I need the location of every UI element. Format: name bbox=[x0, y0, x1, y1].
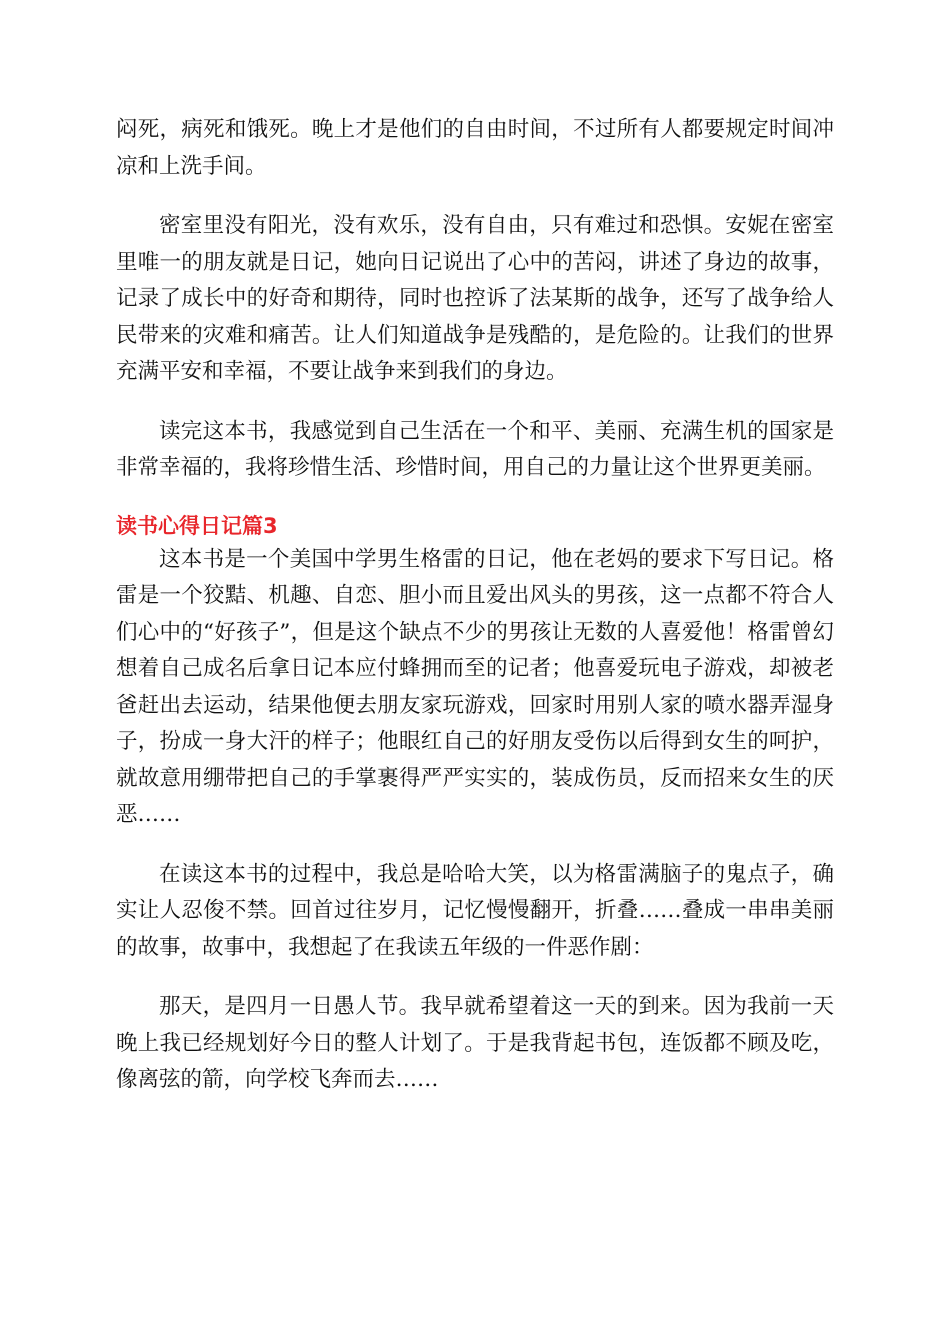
paragraph-gap bbox=[116, 391, 834, 414]
paragraph-gap bbox=[116, 487, 834, 510]
paragraph-continued: 闷死，病死和饿死。晚上才是他们的自由时间，不过所有人都要规定时间冲凉和上洗手间。 bbox=[116, 117, 834, 179]
paragraph: 这本书是一个美国中学男生格雷的日记，他在老妈的要求下写日记。格雷是一个狡黠、机趣、自恋、胆小而且爱出风头的男孩，这一点都不符合人们心中的“好孩子”，但是这个缺点不少的男孩让无数的人喜爱他！格雷曾幻想着自己成名后拿日记本应付蜂拥而至的记者；他喜爱玩电子游戏，却被老爸赶出去运动，结果他便去朋友家玩游戏，回家时用别人家的喷水器弄湿身子，扮成一身大汗的样子；他眼红自己的好朋友受伤以后得到女生的呵护，就故意用绷带把自己的手掌裹得严严实实的，装成伤员，反而招来女生的厌恶…… bbox=[116, 546, 834, 827]
paragraph-gap bbox=[116, 966, 834, 989]
section-heading: 读书心得日记篇3 bbox=[116, 513, 278, 538]
paragraph-gap bbox=[116, 185, 834, 208]
document-page bbox=[116, 112, 834, 1099]
paragraph: 读完这本书，我感觉到自己生活在一个和平、美丽、充满生机的国家是非常幸福的，我将珍惜生活、珍惜时间，用自己的力量让这个世界更美丽。 bbox=[116, 418, 834, 480]
paragraph: 那天，是四月一日愚人节。我早就希望着这一天的到来。因为我前一天晚上我已经规划好今日的整人计划了。于是我背起书包，连饭都不顾及吃，像离弦的箭，向学校飞奔而去…… bbox=[116, 994, 834, 1092]
paragraph-gap bbox=[116, 834, 834, 857]
paragraph: 在读这本书的过程中，我总是哈哈大笑，以为格雷满脑子的鬼点子，确实让人忍俊不禁。回首过往岁月，记忆慢慢翻开，折叠……叠成一串串美丽的故事，故事中，我想起了在我读五年级的一件恶作剧： bbox=[116, 861, 834, 960]
paragraph: 密室里没有阳光，没有欢乐，没有自由，只有难过和恐惧。安妮在密室里唯一的朋友就是日记，她向日记说出了心中的苦闷，讲述了身边的故事，记录了成长中的好奇和期待，同时也控诉了法某斯的战争，还写了战争给人民带来的灾难和痛苦。让人们知道战争是残酷的，是危险的。让我们的世界充满平安和幸福，不要让战争来到我们的身边。 bbox=[116, 213, 834, 384]
